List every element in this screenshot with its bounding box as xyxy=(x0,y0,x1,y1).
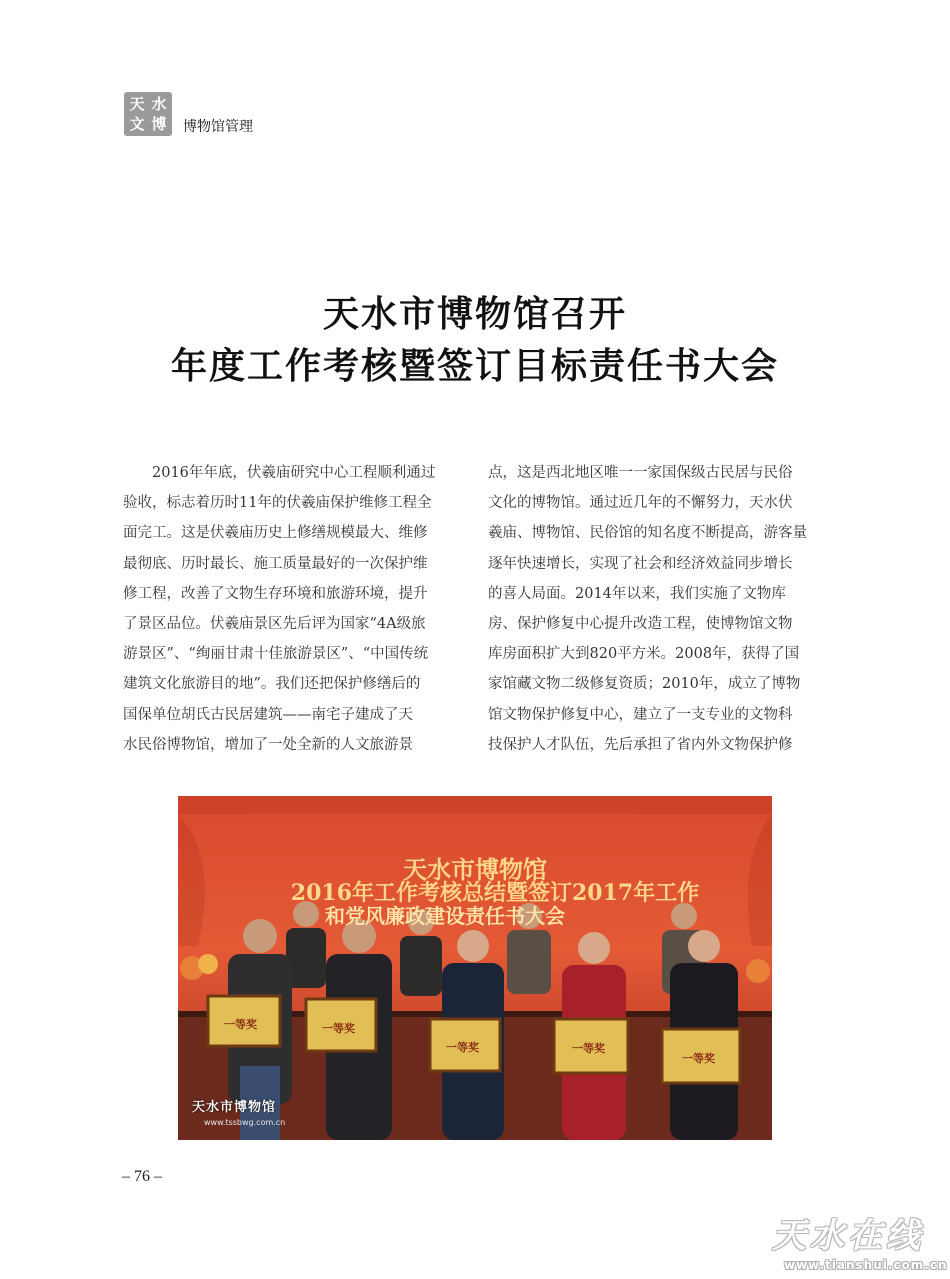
seal-char: 文 xyxy=(129,115,145,133)
logo-seal xyxy=(124,92,172,136)
site-watermark-url: www.tianshui.com.cn xyxy=(784,1258,948,1272)
plaque-text: 一等奖 xyxy=(572,1042,605,1055)
text-line: 技保护人才队伍，先后承担了省内外文物保护修 xyxy=(488,736,793,753)
page-number: – 76 – xyxy=(122,1168,162,1185)
text-line: 的喜人局面。2014年以来，我们实施了文物库 xyxy=(488,585,786,602)
article-title-line1: 天水市博物馆召开 xyxy=(322,293,627,335)
text-line: 水民俗博物馆，增加了一处全新的人文旅游景 xyxy=(123,736,413,753)
photo-watermark-logo: 天水市博物馆 xyxy=(192,1100,277,1115)
site-watermark-logo: 天水在线 xyxy=(772,1216,924,1256)
plaque-text: 一等奖 xyxy=(446,1041,479,1054)
banner-line2: 2016年工作考核总结暨签订2017年工作 xyxy=(290,880,700,906)
text-line: 逐年快速增长，实现了社会和经济效益同步增长 xyxy=(488,555,793,572)
text-line: 库房面积扩大到820平方米。2008年，获得了国 xyxy=(488,646,800,663)
text-line: 国保单位胡氏古民居建筑——南宅子建成了天 xyxy=(123,706,413,723)
body-column-right xyxy=(488,458,828,760)
text-line: 游景区”、“绚丽甘肃十佳旅游景区”、“中国传统 xyxy=(123,646,429,663)
banner-line1: 天水市博物馆 xyxy=(403,855,547,884)
text-line: 建筑文化旅游目的地”。我们还把保护修缮后的 xyxy=(123,676,421,693)
body-column-left xyxy=(123,458,463,760)
award-ceremony-photo xyxy=(178,796,772,1140)
seal-char: 天 xyxy=(129,95,145,113)
text-line: 2016年年底，伏羲庙研究中心工程顺利通过 xyxy=(123,465,436,481)
seal-char: 博 xyxy=(151,115,167,133)
text-line: 文化的博物馆。通过近几年的不懈努力，天水伏 xyxy=(488,495,793,512)
plaque-text: 一等奖 xyxy=(682,1052,715,1065)
text-line: 修工程，改善了文物生存环境和旅游环境，提升 xyxy=(123,585,428,602)
photo-scene xyxy=(178,796,772,1140)
photo-watermark-url: www.tssbwg.com.cn xyxy=(204,1118,286,1127)
seal-char: 水 xyxy=(151,95,167,113)
text-line: 验收，标志着历时11年的伏羲庙保护维修工程全 xyxy=(123,495,432,512)
text-line: 面完工。这是伏羲庙历史上修缮规模最大、维修 xyxy=(123,525,428,542)
text-line: 了景区品位。伏羲庙景区先后评为国家“4A级旅 xyxy=(123,616,426,633)
text-line: 点，这是西北地区唯一一家国保级古民居与民俗 xyxy=(488,465,793,481)
plaque-text: 一等奖 xyxy=(224,1018,257,1031)
banner-line3: 和党风廉政建设责任书大会 xyxy=(325,904,565,928)
article-title-line2: 年度工作考核暨签订目标责任书大会 xyxy=(170,345,779,387)
text-line: 房、保护修复中心提升改造工程，使博物馆文物 xyxy=(488,616,793,633)
text-line: 羲庙、博物馆、民俗馆的知名度不断提高，游客量 xyxy=(488,525,807,542)
plaque-text: 一等奖 xyxy=(322,1022,355,1035)
text-line: 最彻底、历时最长、施工质量最好的一次保护维 xyxy=(123,555,428,572)
text-line: 馆文物保护修复中心，建立了一支专业的文物科 xyxy=(488,706,793,723)
section-label: 博物馆管理 xyxy=(183,119,253,135)
text-line: 家馆藏文物二级修复资质；2010年，成立了博物 xyxy=(488,676,801,693)
